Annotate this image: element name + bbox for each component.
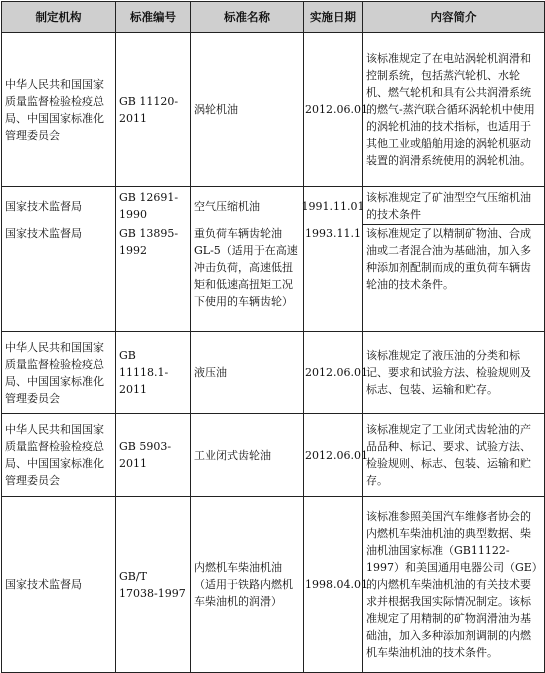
cell-date: 2012.06.01 [304, 414, 363, 497]
cell-summary: 该标准规定了液压油的分类和标记、要求和试验方法、检验规则及标志、包装、运输和贮存。 [363, 332, 545, 414]
cell-date: 2012.06.01 [304, 332, 363, 414]
cell-code-group [116, 187, 191, 332]
cell-summary: 该标准参照美国汽车维修者协会的内燃机车柴油机油的典型数据、柴油机油国家标准（GB11122-1997）和美国通用电器公司（GE）的内燃机车柴油机油的有关技术要求并根据我国实际情况制定。该标准规定了用精制的矿物润滑油为基础油，加入多种添加剂调制的内燃机车柴油机油的技术条件。 [363, 497, 545, 673]
cell-name: 内燃机车柴油机油（适用于铁路内燃机车柴油机的润滑） [191, 497, 304, 673]
header-org: 制定机构 [2, 2, 116, 33]
cell-summary: 该标准规定了在电站涡轮机润滑和控制系统，包括蒸汽轮机、水轮机、燃气轮机和具有公共润滑系统的燃气-蒸汽联合循环涡轮机中使用的涡轮机油的技术指标，也适用于其他工业或船舶用途的涡轮机驱动装置的润滑系统使用的涡轮机油。 [363, 33, 545, 187]
standards-table [1, 1, 545, 673]
header-row [2, 2, 545, 33]
cell-date: 1993.11.1 [305, 227, 361, 240]
table-row [2, 414, 545, 497]
cell-org: 国家技术监督局 [5, 199, 82, 213]
cell-name-group [191, 187, 304, 332]
cell-code: GB 5903-2011 [116, 414, 191, 497]
cell-org: 中华人民共和国国家质量监督检验检疫总局、中国国家标准化管理委员会 [2, 33, 116, 187]
table-row [2, 332, 545, 414]
table-row [2, 497, 545, 673]
header-code: 标准编号 [116, 2, 191, 33]
cell-summary: 该标准规定了以精制矿物油、合成油或二者混合油为基础油，加入多种添加剂配制而成的重负荷车辆齿轮油的技术条件。 [366, 227, 531, 291]
cell-name: 工业闭式齿轮油 [191, 414, 304, 497]
cell-date: 1998.04.01 [304, 497, 363, 673]
cell-date-group [301, 187, 365, 332]
cell-date: 1991.11.01 [301, 199, 365, 213]
cell-code: GB 13895-1992 [119, 227, 179, 257]
header-date: 实施日期 [304, 2, 363, 33]
cell-name: 液压油 [191, 332, 304, 414]
cell-summary: 该标准规定了矿油型空气压缩机油的技术条件 [366, 190, 531, 221]
cell-code: GB 11118.1-2011 [116, 332, 191, 414]
cell-name: 空气压缩机油 [194, 199, 260, 213]
cell-code: GB 11120-2011 [116, 33, 191, 187]
cell-org: 国家技术监督局 [2, 497, 116, 673]
cell-org: 国家技术监督局 [5, 227, 82, 240]
cell-date: 2012.06.01 [304, 33, 363, 187]
cell-org: 中华人民共和国国家质量监督检验检疫总局、中国国家标准化管理委员会 [2, 332, 116, 414]
table-row [2, 187, 545, 332]
header-summary: 内容简介 [363, 2, 545, 33]
cell-name: 涡轮机油 [191, 33, 304, 187]
cell-org-group [2, 187, 116, 332]
cell-summary-group [363, 187, 545, 332]
cell-org: 中华人民共和国国家质量监督检验检疫总局、中国国家标准化管理委员会 [2, 414, 116, 497]
cell-code: GB 12691-1990 [119, 191, 179, 221]
cell-name: 重负荷车辆齿轮油GL-5（适用于在高速冲击负荷，高速低扭矩和低速高扭矩工况下使用的车辆齿轮） [194, 227, 298, 308]
cell-summary: 该标准规定了工业闭式齿轮油的产品品种、标记、要求、试验方法、检验规则、标志、包装、运输和贮存。 [363, 414, 545, 497]
header-name: 标准名称 [191, 2, 304, 33]
cell-code: GB/T 17038-1997 [116, 497, 191, 673]
table-row [2, 33, 545, 187]
